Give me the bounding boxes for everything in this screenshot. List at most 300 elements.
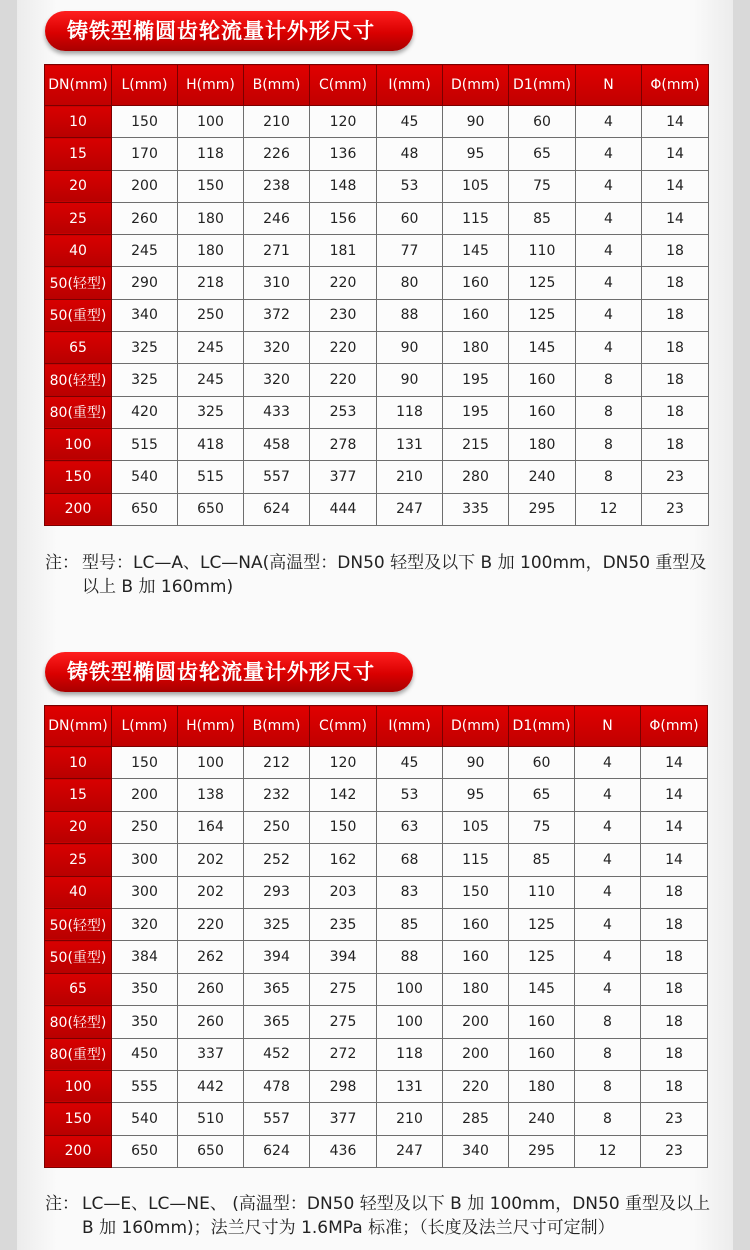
dn-cell: 50(轻型)	[45, 267, 112, 299]
column-header: I(mm)	[377, 706, 443, 747]
table-cell: 4	[576, 138, 642, 170]
table-cell: 340	[112, 299, 178, 331]
table-cell: 18	[641, 908, 708, 940]
table-row	[45, 364, 709, 396]
column-header: D1(mm)	[509, 65, 576, 106]
table-cell: 320	[244, 332, 310, 364]
table-cell: 4	[575, 747, 641, 779]
dn-cell: 40	[45, 876, 112, 908]
table-cell: 18	[642, 364, 709, 396]
table-cell: 200	[112, 779, 178, 811]
table-cell: 125	[509, 267, 576, 299]
table-cell: 4	[576, 299, 642, 331]
table-cell: 160	[509, 364, 576, 396]
section1-note	[45, 551, 715, 599]
table-cell: 100	[377, 973, 443, 1005]
table-row	[45, 1038, 708, 1070]
table-cell: 210	[244, 106, 310, 138]
dn-cell: 15	[45, 138, 112, 170]
dn-cell: 150	[45, 1103, 112, 1135]
table-cell: 60	[377, 202, 443, 234]
table-cell: 275	[310, 1006, 377, 1038]
table-cell: 65	[509, 779, 575, 811]
table-cell: 110	[509, 876, 575, 908]
note-label: 注：	[45, 553, 79, 573]
table-cell: 220	[178, 908, 244, 940]
table-cell: 164	[178, 811, 244, 843]
table-cell: 170	[112, 138, 178, 170]
table-cell: 325	[112, 332, 178, 364]
table-cell: 320	[112, 908, 178, 940]
table-cell: 115	[443, 844, 509, 876]
dn-cell: 25	[45, 844, 112, 876]
column-header: Φ(mm)	[642, 65, 709, 106]
table-cell: 226	[244, 138, 310, 170]
table-cell: 203	[310, 876, 377, 908]
table-cell: 325	[112, 364, 178, 396]
table-cell: 90	[377, 364, 443, 396]
dn-cell: 100	[45, 428, 112, 460]
table-row	[45, 493, 709, 525]
table-cell: 148	[310, 170, 377, 202]
table-cell: 4	[576, 267, 642, 299]
table-cell: 75	[509, 811, 575, 843]
dn-cell: 50(轻型)	[45, 908, 112, 940]
table-cell: 160	[509, 396, 576, 428]
table-cell: 150	[112, 106, 178, 138]
table-cell: 293	[244, 876, 310, 908]
table-cell: 4	[576, 106, 642, 138]
table-row	[45, 332, 709, 364]
table-cell: 145	[509, 973, 575, 1005]
table-cell: 181	[310, 235, 377, 267]
table-cell: 12	[576, 493, 642, 525]
table-row	[45, 461, 709, 493]
table-cell: 4	[576, 235, 642, 267]
table-cell: 394	[244, 941, 310, 973]
table-cell: 180	[443, 973, 509, 1005]
table-cell: 88	[377, 941, 443, 973]
column-header: Φ(mm)	[641, 706, 708, 747]
table-cell: 65	[509, 138, 576, 170]
dn-cell: 10	[45, 747, 112, 779]
table-row	[45, 235, 709, 267]
table-cell: 18	[641, 1006, 708, 1038]
table-cell: 260	[178, 1006, 244, 1038]
table-row	[45, 844, 708, 876]
table-row	[45, 1070, 708, 1102]
table-cell: 115	[443, 202, 509, 234]
table-cell: 310	[244, 267, 310, 299]
table-cell: 23	[641, 1135, 708, 1167]
column-header: D1(mm)	[509, 706, 575, 747]
table-cell: 150	[178, 170, 244, 202]
table-cell: 180	[443, 332, 509, 364]
table-cell: 4	[576, 170, 642, 202]
table-cell: 45	[377, 106, 443, 138]
table-cell: 18	[641, 1038, 708, 1070]
table-cell: 418	[178, 428, 244, 460]
table-cell: 8	[576, 461, 642, 493]
table-cell: 300	[112, 876, 178, 908]
table-cell: 53	[377, 170, 443, 202]
table-cell: 145	[443, 235, 509, 267]
table-row	[45, 396, 709, 428]
table-cell: 650	[178, 493, 244, 525]
table-header-row	[45, 706, 708, 747]
table-row	[45, 876, 708, 908]
table-cell: 160	[509, 1006, 575, 1038]
table-cell: 433	[244, 396, 310, 428]
table-cell: 23	[642, 493, 709, 525]
table-cell: 232	[244, 779, 310, 811]
table-cell: 8	[575, 1070, 641, 1102]
table-row	[45, 1006, 708, 1038]
table-cell: 160	[509, 1038, 575, 1070]
table-cell: 8	[575, 1006, 641, 1038]
table-row	[45, 428, 709, 460]
table-cell: 240	[509, 1103, 575, 1135]
table-cell: 14	[641, 844, 708, 876]
table-row	[45, 811, 708, 843]
table-cell: 60	[509, 747, 575, 779]
table-cell: 77	[377, 235, 443, 267]
table-cell: 18	[641, 973, 708, 1005]
table-cell: 252	[244, 844, 310, 876]
table-cell: 624	[244, 1135, 310, 1167]
table-cell: 260	[112, 202, 178, 234]
dn-cell: 80(轻型)	[45, 1006, 112, 1038]
table-cell: 210	[377, 1103, 443, 1135]
table-cell: 118	[377, 396, 443, 428]
table-cell: 290	[112, 267, 178, 299]
table-cell: 444	[310, 493, 377, 525]
table-cell: 557	[244, 461, 310, 493]
table-cell: 90	[377, 332, 443, 364]
table-cell: 160	[443, 299, 509, 331]
table-row	[45, 170, 709, 202]
table-cell: 218	[178, 267, 244, 299]
dn-cell: 200	[45, 493, 112, 525]
dn-cell: 80(轻型)	[45, 364, 112, 396]
table-cell: 238	[244, 170, 310, 202]
table-cell: 650	[112, 493, 178, 525]
column-header: L(mm)	[112, 65, 178, 106]
column-header: N	[575, 706, 641, 747]
table-cell: 142	[310, 779, 377, 811]
table-cell: 515	[178, 461, 244, 493]
table-cell: 18	[641, 1070, 708, 1102]
table-cell: 90	[443, 747, 509, 779]
table-cell: 125	[509, 908, 575, 940]
table-cell: 160	[443, 908, 509, 940]
dn-cell: 80(重型)	[45, 1038, 112, 1070]
table-cell: 14	[642, 202, 709, 234]
table-cell: 436	[310, 1135, 377, 1167]
note-label: 注：	[45, 1194, 79, 1214]
table-cell: 110	[509, 235, 576, 267]
table-cell: 510	[178, 1103, 244, 1135]
table-cell: 240	[509, 461, 576, 493]
table-cell: 372	[244, 299, 310, 331]
column-header: L(mm)	[112, 706, 178, 747]
table-cell: 118	[178, 138, 244, 170]
table-cell: 100	[377, 1006, 443, 1038]
table-cell: 350	[112, 1006, 178, 1038]
table-cell: 14	[641, 811, 708, 843]
table-cell: 150	[112, 747, 178, 779]
table-cell: 394	[310, 941, 377, 973]
table-row	[45, 202, 709, 234]
table-cell: 340	[443, 1135, 509, 1167]
table-cell: 125	[509, 941, 575, 973]
table-cell: 14	[641, 779, 708, 811]
dn-cell: 100	[45, 1070, 112, 1102]
table-cell: 88	[377, 299, 443, 331]
section1-title: 铸铁型椭圆齿轮流量计外形尺寸	[45, 11, 413, 51]
table-cell: 125	[509, 299, 576, 331]
table-cell: 120	[310, 747, 377, 779]
table-cell: 195	[443, 364, 509, 396]
table-cell: 14	[642, 138, 709, 170]
table-row	[45, 973, 708, 1005]
note-text: 型号：LC—A、LC—NA(高温型：DN50 轻型及以下 B 加 100mm，DN50 重型及以上 B 加 160mm)	[82, 553, 707, 597]
column-header: N	[576, 65, 642, 106]
table-cell: 90	[443, 106, 509, 138]
table-row	[45, 908, 708, 940]
table-cell: 4	[575, 908, 641, 940]
dn-cell: 80(重型)	[45, 396, 112, 428]
table-cell: 335	[443, 493, 509, 525]
table-cell: 18	[642, 299, 709, 331]
table-cell: 285	[443, 1103, 509, 1135]
table-cell: 300	[112, 844, 178, 876]
column-header: DN(mm)	[45, 706, 112, 747]
table-row	[45, 779, 708, 811]
table-cell: 95	[443, 138, 509, 170]
table-cell: 200	[443, 1038, 509, 1070]
table-cell: 278	[310, 428, 377, 460]
table-cell: 260	[178, 973, 244, 1005]
table-cell: 271	[244, 235, 310, 267]
table-cell: 160	[443, 941, 509, 973]
table-cell: 160	[443, 267, 509, 299]
table-cell: 180	[178, 235, 244, 267]
table-cell: 200	[443, 1006, 509, 1038]
table-cell: 235	[310, 908, 377, 940]
section2-title: 铸铁型椭圆齿轮流量计外形尺寸	[45, 652, 413, 692]
dimension-table-1	[44, 64, 709, 526]
table-cell: 105	[443, 811, 509, 843]
table-row	[45, 299, 709, 331]
table-cell: 180	[509, 1070, 575, 1102]
table-cell: 14	[642, 170, 709, 202]
column-header: I(mm)	[377, 65, 443, 106]
column-header: H(mm)	[178, 706, 244, 747]
table-row	[45, 1103, 708, 1135]
table-cell: 162	[310, 844, 377, 876]
table-cell: 18	[642, 235, 709, 267]
table-cell: 555	[112, 1070, 178, 1102]
table-cell: 18	[642, 267, 709, 299]
table-cell: 150	[310, 811, 377, 843]
table-cell: 4	[576, 202, 642, 234]
table-cell: 53	[377, 779, 443, 811]
table-cell: 145	[509, 332, 576, 364]
table-cell: 23	[642, 461, 709, 493]
table-cell: 250	[178, 299, 244, 331]
table-cell: 298	[310, 1070, 377, 1102]
table-cell: 95	[443, 779, 509, 811]
table-cell: 85	[509, 844, 575, 876]
table-cell: 478	[244, 1070, 310, 1102]
table-cell: 365	[244, 973, 310, 1005]
table-cell: 4	[575, 844, 641, 876]
table-cell: 452	[244, 1038, 310, 1070]
table-cell: 83	[377, 876, 443, 908]
dn-cell: 25	[45, 202, 112, 234]
table-cell: 75	[509, 170, 576, 202]
table-cell: 8	[576, 396, 642, 428]
column-header: B(mm)	[244, 65, 310, 106]
table-cell: 325	[178, 396, 244, 428]
table-cell: 230	[310, 299, 377, 331]
table-cell: 23	[641, 1103, 708, 1135]
table-cell: 85	[377, 908, 443, 940]
table-cell: 18	[641, 876, 708, 908]
table-cell: 377	[310, 461, 377, 493]
table-cell: 320	[244, 364, 310, 396]
dn-cell: 10	[45, 106, 112, 138]
table-cell: 220	[443, 1070, 509, 1102]
table-cell: 384	[112, 941, 178, 973]
table-cell: 120	[310, 106, 377, 138]
table-cell: 4	[575, 941, 641, 973]
table-cell: 247	[377, 493, 443, 525]
table-cell: 14	[641, 747, 708, 779]
table-cell: 138	[178, 779, 244, 811]
table-cell: 245	[178, 364, 244, 396]
table-cell: 8	[576, 364, 642, 396]
table-cell: 80	[377, 267, 443, 299]
table-cell: 60	[509, 106, 576, 138]
table-cell: 100	[178, 106, 244, 138]
table-cell: 156	[310, 202, 377, 234]
section2-note	[45, 1192, 715, 1240]
table-cell: 295	[509, 1135, 575, 1167]
table-cell: 202	[178, 876, 244, 908]
column-header: D(mm)	[443, 706, 509, 747]
table-cell: 150	[443, 876, 509, 908]
dn-cell: 65	[45, 973, 112, 1005]
table-cell: 18	[642, 428, 709, 460]
table-cell: 136	[310, 138, 377, 170]
table-cell: 246	[244, 202, 310, 234]
table-cell: 245	[112, 235, 178, 267]
table-cell: 272	[310, 1038, 377, 1070]
table-cell: 105	[443, 170, 509, 202]
table-cell: 4	[575, 811, 641, 843]
table-cell: 442	[178, 1070, 244, 1102]
table-cell: 68	[377, 844, 443, 876]
table-cell: 45	[377, 747, 443, 779]
table-cell: 540	[112, 461, 178, 493]
table-cell: 4	[575, 973, 641, 1005]
dn-cell: 50(重型)	[45, 299, 112, 331]
table-cell: 557	[244, 1103, 310, 1135]
table-cell: 450	[112, 1038, 178, 1070]
table-row	[45, 267, 709, 299]
column-header: C(mm)	[310, 65, 377, 106]
dn-cell: 15	[45, 779, 112, 811]
dn-cell: 200	[45, 1135, 112, 1167]
table-cell: 365	[244, 1006, 310, 1038]
dn-cell: 20	[45, 170, 112, 202]
table-cell: 253	[310, 396, 377, 428]
column-header: DN(mm)	[45, 65, 112, 106]
dn-cell: 150	[45, 461, 112, 493]
table-row	[45, 1135, 708, 1167]
table-cell: 325	[244, 908, 310, 940]
table-cell: 18	[642, 332, 709, 364]
table-cell: 624	[244, 493, 310, 525]
table-cell: 180	[178, 202, 244, 234]
table-cell: 215	[443, 428, 509, 460]
table-row	[45, 106, 709, 138]
table-cell: 200	[112, 170, 178, 202]
table-cell: 195	[443, 396, 509, 428]
table-cell: 48	[377, 138, 443, 170]
table-cell: 337	[178, 1038, 244, 1070]
table-cell: 650	[112, 1135, 178, 1167]
table-cell: 18	[641, 941, 708, 973]
table-cell: 262	[178, 941, 244, 973]
table-cell: 180	[509, 428, 576, 460]
table-cell: 14	[642, 106, 709, 138]
table-cell: 420	[112, 396, 178, 428]
table-cell: 220	[310, 364, 377, 396]
column-header: B(mm)	[244, 706, 310, 747]
table-cell: 131	[377, 428, 443, 460]
table-cell: 8	[576, 428, 642, 460]
table-cell: 18	[642, 396, 709, 428]
table-cell: 118	[377, 1038, 443, 1070]
column-header: C(mm)	[310, 706, 377, 747]
dn-cell: 40	[45, 235, 112, 267]
table-cell: 8	[575, 1038, 641, 1070]
table-cell: 247	[377, 1135, 443, 1167]
table-cell: 131	[377, 1070, 443, 1102]
note-text: LC—E、LC—NE、 (高温型：DN50 轻型及以下 B 加 100mm，DN50 重型及以上 B 加 160mm)；法兰尺寸为 1.6MPa 标准；（长度及法兰尺寸可定制）	[82, 1194, 711, 1238]
table-cell: 280	[443, 461, 509, 493]
table-cell: 250	[244, 811, 310, 843]
table-cell: 458	[244, 428, 310, 460]
table-cell: 202	[178, 844, 244, 876]
column-header: H(mm)	[178, 65, 244, 106]
dn-cell: 50(重型)	[45, 941, 112, 973]
table-row	[45, 138, 709, 170]
table-row	[45, 941, 708, 973]
table-header-row	[45, 65, 709, 106]
table-cell: 515	[112, 428, 178, 460]
table-cell: 377	[310, 1103, 377, 1135]
table-cell: 210	[377, 461, 443, 493]
table-cell: 4	[575, 779, 641, 811]
table-cell: 350	[112, 973, 178, 1005]
dn-cell: 20	[45, 811, 112, 843]
table-cell: 212	[244, 747, 310, 779]
dimension-table-2	[44, 705, 708, 1168]
